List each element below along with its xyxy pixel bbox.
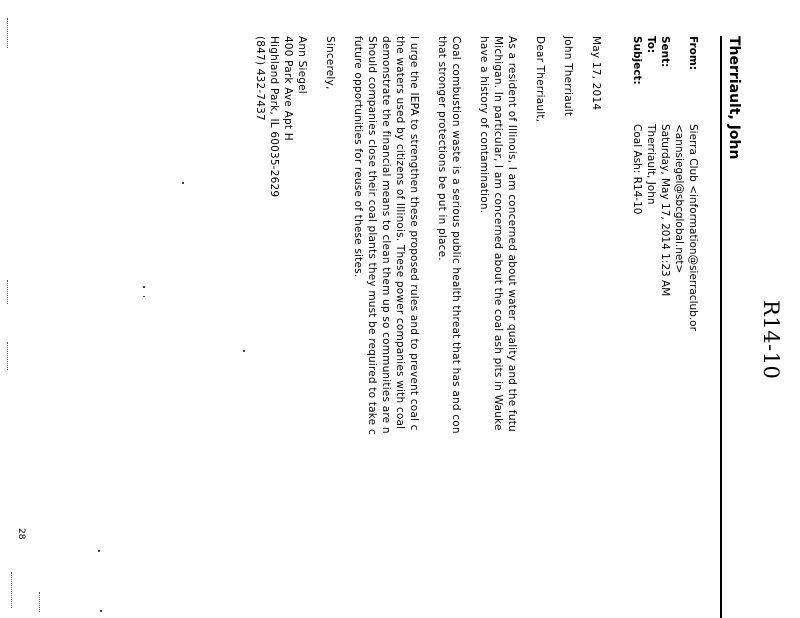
scan-edge-mark [7,18,8,48]
sent-label: Sent: [659,36,671,68]
sender-name-heading: Therriault, John [726,36,742,160]
paragraph-3-line: the waters used by citizens of Illinois. These power companies with coal [394,36,406,430]
paragraph-2-line: Coal combustion waste is a serious public health threat that has and con [450,36,462,434]
sent-value: Saturday, May 17, 2014 1:23 AM [659,124,671,297]
subject-label: Subject: [631,36,643,85]
from-email-value: <annsiegel@sbcglobal.net> [673,124,685,274]
scan-edge-mark [11,572,12,608]
scan-speck [182,182,184,184]
scan-edge-mark [7,280,8,304]
scan-edge-mark [39,592,40,612]
paragraph-3-line: I urge the IEPA to strengthen these proposed rules and to prevent coal c [408,36,420,431]
from-label: From: [687,36,699,71]
paragraph-2-line: that stronger protections be put in place. [436,36,448,261]
subject-value: Coal Ash: R14-10 [631,124,643,215]
paragraph-1-line: have a history of contamination. [478,36,490,214]
paragraph-1-line: As a resident of Illinois, I am concerned about water quality and the futu [506,36,518,432]
scan-speck [143,286,145,288]
page-number: 28 [16,528,26,540]
from-value: Sierra Club <information@sierraclub.or [687,124,699,331]
letter-closing: Sincerely, [324,36,336,90]
paragraph-3-line: Should companies close their coal plants they must be required to take c [366,36,378,435]
heading-rule [720,36,722,618]
signature-address: 400 Park Ave Apt H [282,36,294,141]
paragraph-3-line: future opportunities for reuse of these sites. [352,36,364,278]
document-code: R14-10 [759,300,783,380]
scan-edge-mark [7,342,8,370]
signature-name: Ann Siegel [296,36,308,94]
scan-speck [143,296,145,297]
signature-phone: (847) 432-7437 [254,36,266,121]
signature-city: Highland Park, IL 60035-2629 [268,36,280,198]
scan-speck [243,350,245,352]
to-label: To: [645,36,657,54]
scan-speck [98,550,100,552]
paragraph-3-line: demonstrate the financial means to clean them up so communities are n [380,36,392,434]
to-value: Therriault, John [645,124,657,205]
letter-recipient: John Therriault [562,36,574,117]
scan-speck [100,610,102,612]
letter-date: May 17, 2014 [590,36,602,111]
paragraph-1-line: Michigan. In particular, I am concerned about the coal ash pits in Wauke [492,36,504,431]
letter-salutation: Dear Therriault, [534,36,546,123]
